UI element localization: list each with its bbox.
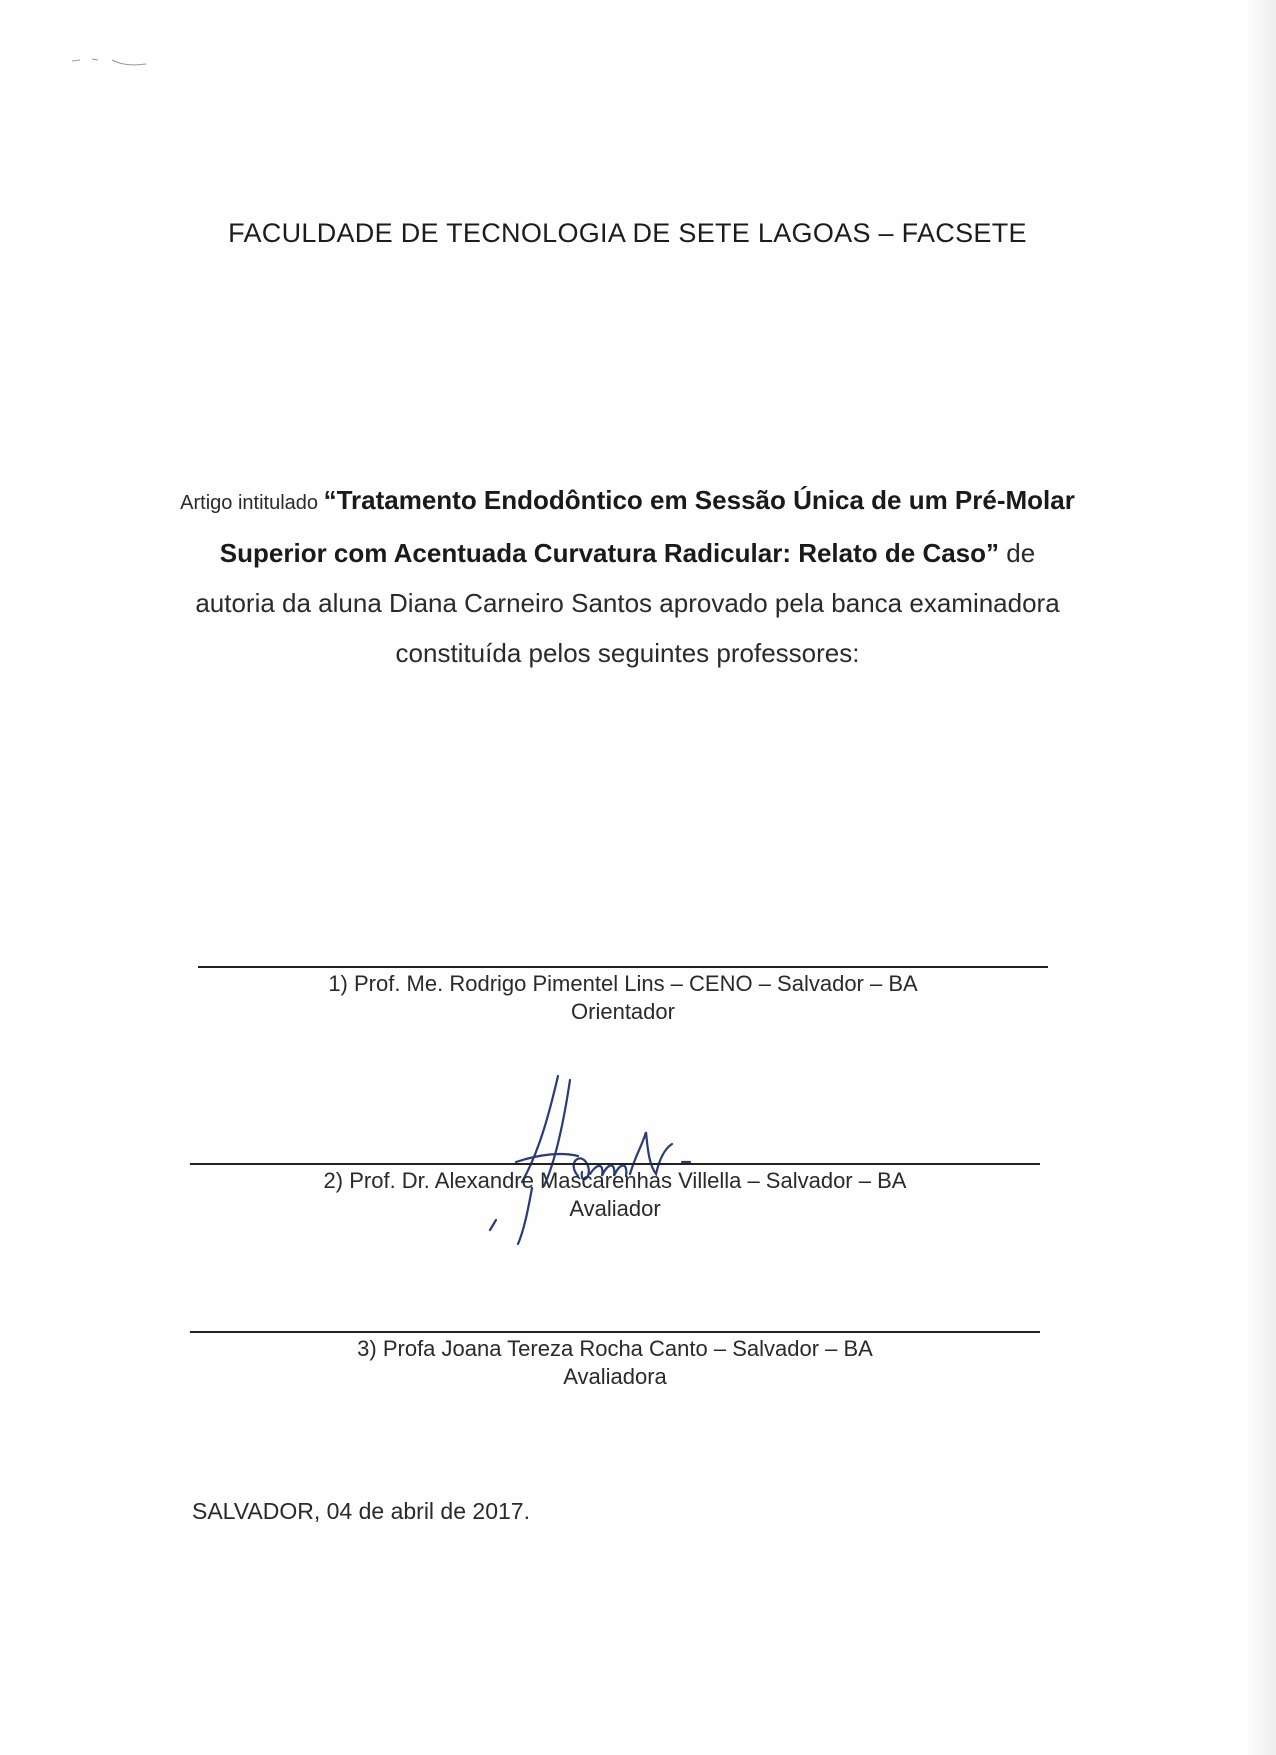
examiner-2-name: 2) Prof. Dr. Alexandre Mascarenhas Villella – Salvador – BA: [323, 1168, 907, 1193]
examiner-2: [190, 1167, 1040, 1223]
institution-title: FACULDADE DE TECNOLOGIA DE SETE LAGOAS – FACSETE: [228, 218, 1027, 248]
signature-line-1: [198, 966, 1048, 968]
examiner-3-name: 3) Profa Joana Tereza Rocha Canto – Salvador – BA: [357, 1336, 873, 1361]
place-and-date: SALVADOR, 04 de abril de 2017.: [192, 1498, 530, 1524]
examiner-1-name: 1) Prof. Me. Rodrigo Pimentel Lins – CENO – Salvador – BA: [328, 971, 918, 996]
signature-line-3: [190, 1331, 1040, 1333]
approval-lead: Artigo intitulado: [180, 492, 324, 514]
examiner-2-role: Avaliador: [569, 1196, 661, 1221]
signature-line-2: [190, 1163, 1040, 1165]
handwritten-signature: [470, 1070, 720, 1250]
approval-rest: de autoria da aluna Diana Carneiro Santos aprovado pela banca examinadora constituída pelos seguintes professores:: [195, 538, 1060, 668]
scan-artifact-mark: [70, 55, 150, 69]
examiner-1-role: Orientador: [571, 999, 675, 1024]
examiner-3-role: Avaliadora: [563, 1364, 667, 1389]
approval-statement: [180, 475, 1075, 678]
examiner-3: [190, 1335, 1040, 1391]
examiner-1: [198, 970, 1048, 1026]
scan-edge-shadow: [1246, 0, 1276, 1755]
article-title: “Tratamento Endodôntico em Sessão Única de um Pré-Molar Superior com Acentuada Curvatura Radicular: Relato de Caso”: [219, 485, 1075, 568]
